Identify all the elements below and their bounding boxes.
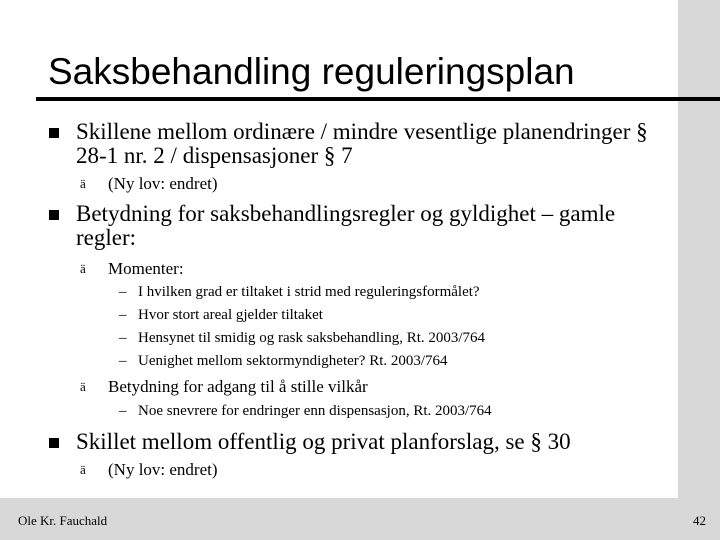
bullet-item bbox=[76, 202, 676, 250]
sub-bullet-item bbox=[80, 377, 368, 397]
dash-bullet-icon: – bbox=[119, 353, 127, 369]
arrow-bullet-icon: ä bbox=[80, 261, 86, 276]
sub-sub-bullet-text: Uenighet mellom sektormyndigheter? Rt. 2003/764 bbox=[138, 353, 448, 369]
arrow-bullet-icon: ä bbox=[80, 462, 86, 477]
sub-sub-bullet-item bbox=[119, 306, 323, 324]
title-underline bbox=[36, 97, 720, 101]
bullet-text: Betydning for saksbehandlingsregler og gyldighet – gamle regler: bbox=[76, 201, 616, 250]
dash-bullet-icon: – bbox=[119, 307, 127, 323]
footer-author: Ole Kr. Fauchald bbox=[18, 513, 108, 528]
sub-bullet-text: Betydning for adgang til å stille vilkår bbox=[108, 377, 368, 396]
sub-sub-bullet-item bbox=[119, 402, 492, 420]
bullet-text: Skillet mellom offentlig og privat planforslag, se § 30 bbox=[76, 429, 571, 454]
dash-bullet-icon: – bbox=[119, 403, 127, 419]
bottom-decorative-band bbox=[0, 498, 720, 540]
bullet-item bbox=[76, 120, 676, 168]
sub-bullet-item bbox=[80, 259, 184, 279]
page-number: 42 bbox=[693, 513, 706, 528]
dash-bullet-icon: – bbox=[119, 330, 127, 346]
sub-bullet-text: Momenter: bbox=[108, 259, 184, 278]
sub-sub-bullet-item bbox=[119, 283, 480, 301]
sub-sub-bullet-item bbox=[119, 329, 486, 347]
square-bullet-icon bbox=[49, 438, 59, 448]
sub-sub-bullet-text: Hvor stort areal gjelder tiltaket bbox=[138, 307, 323, 323]
slide-title: Saksbehandling reguleringsplan bbox=[48, 51, 575, 92]
sub-bullet-text: (Ny lov: endret) bbox=[108, 174, 218, 193]
bullet-text: Skillene mellom ordinære / mindre vesentlige planendringer § 28-1 nr. 2 / dispensasjoner § 7 bbox=[76, 119, 648, 168]
sub-bullet-item bbox=[80, 174, 218, 194]
dash-bullet-icon: – bbox=[119, 284, 127, 300]
sub-sub-bullet-text: Noe snevrere for endringer enn dispensasjon, Rt. 2003/764 bbox=[138, 403, 492, 419]
square-bullet-icon bbox=[49, 128, 59, 138]
sub-sub-bullet-item bbox=[119, 352, 448, 370]
sub-bullet-item bbox=[80, 460, 218, 480]
right-decorative-band bbox=[678, 0, 720, 540]
sub-sub-bullet-text: I hvilken grad er tiltaket i strid med reguleringsformålet? bbox=[138, 284, 480, 300]
arrow-bullet-icon: ä bbox=[80, 176, 86, 191]
arrow-bullet-icon: ä bbox=[80, 379, 86, 394]
square-bullet-icon bbox=[49, 210, 59, 220]
bullet-item bbox=[76, 430, 676, 454]
sub-sub-bullet-text: Hensynet til smidig og rask saksbehandling, Rt. 2003/764 bbox=[138, 330, 486, 346]
sub-bullet-text: (Ny lov: endret) bbox=[108, 460, 218, 479]
